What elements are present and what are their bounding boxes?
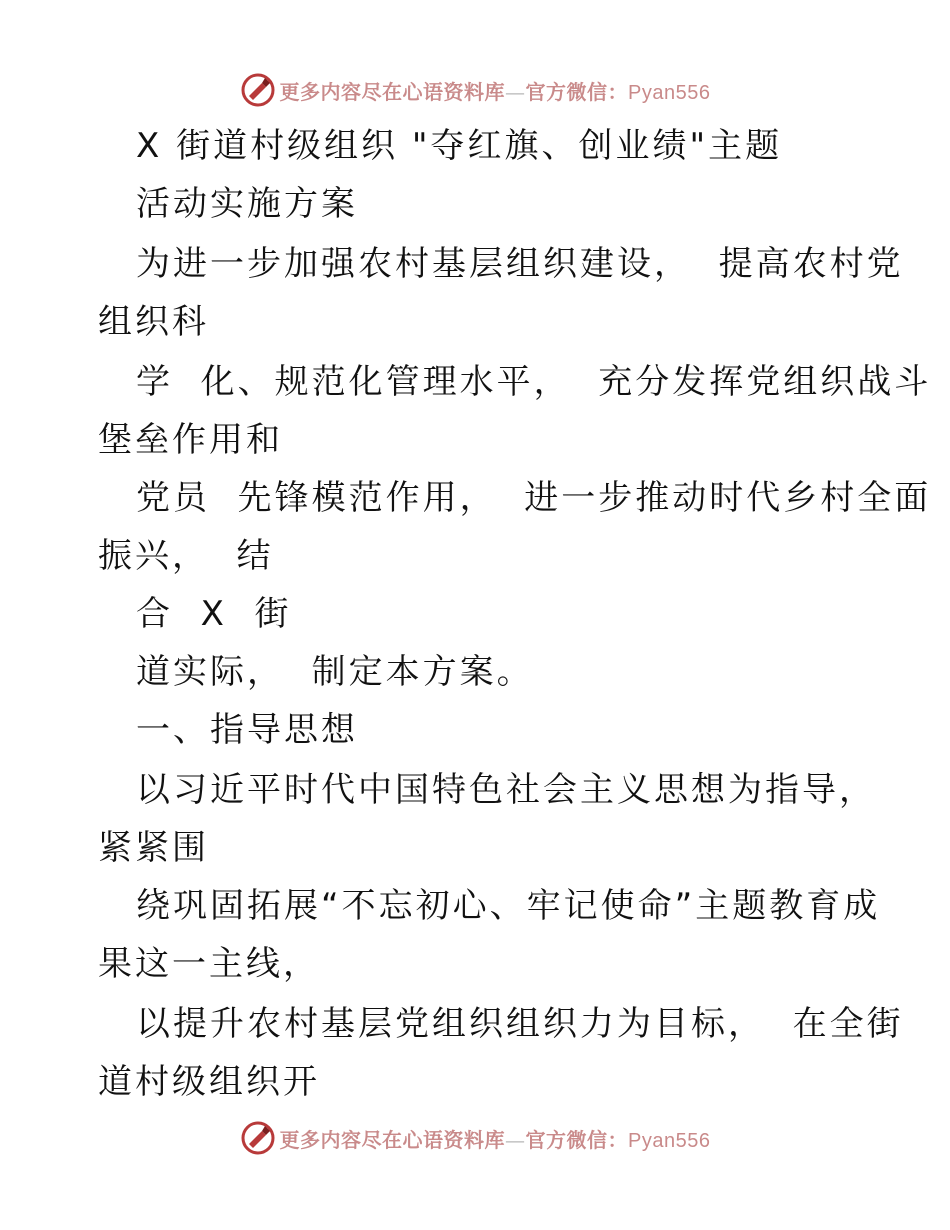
paragraph-line: 堡垒作用和 bbox=[98, 420, 283, 460]
header-wechat-id: Pyan556 bbox=[628, 81, 711, 104]
footer-banner-text bbox=[280, 1124, 711, 1153]
paragraph-line: 党员 先锋模范作用， 进一步推动时代乡村全面 bbox=[136, 478, 932, 518]
paragraph-line: 组织科 bbox=[98, 302, 209, 342]
header-banner-text bbox=[280, 76, 711, 105]
paragraph-line: 道村级组织开 bbox=[98, 1062, 320, 1102]
paragraph-line: 紧紧围 bbox=[98, 828, 209, 868]
paragraph-line: 道实际， 制定本方案。 bbox=[136, 652, 534, 692]
header-separator: — bbox=[505, 79, 526, 104]
paragraph-line: 为进一步加强农村基层组织建设， 提高农村党 bbox=[136, 244, 904, 284]
paragraph-line: 合 X 街 bbox=[136, 594, 292, 634]
title-line-2: 活动实施方案 bbox=[136, 184, 358, 224]
header-wechat-label: 官方微信： bbox=[525, 79, 629, 104]
footer-wechat-id: Pyan556 bbox=[628, 1129, 711, 1152]
paragraph-line: 果这一主线， bbox=[98, 944, 320, 984]
title-line-1: X 街道村级组织 "夺红旗、创业绩"主题 bbox=[136, 126, 783, 166]
paragraph-line: 以提升农村基层党组织组织力为目标， 在全街 bbox=[136, 1004, 904, 1044]
footer-separator: — bbox=[505, 1127, 526, 1152]
header-brand: 更多内容尽在心语资料库 bbox=[279, 79, 506, 104]
paragraph-line: 振兴， 结 bbox=[98, 536, 274, 576]
header-banner bbox=[0, 72, 950, 108]
paragraph-line: 学 化、规范化管理水平， 充分发挥党组织战斗 bbox=[136, 362, 932, 402]
section-heading: 一、指导思想 bbox=[136, 710, 358, 750]
paragraph-line: 以习近平时代中国特色社会主义思想为指导， bbox=[136, 770, 876, 810]
paragraph-line: 绕巩固拓展“不忘初心、牢记使命”主题教育成 bbox=[136, 886, 881, 926]
footer-wechat-label: 官方微信： bbox=[525, 1127, 629, 1152]
footer-banner bbox=[0, 1120, 950, 1156]
brand-logo-icon bbox=[240, 72, 276, 108]
brand-logo-icon bbox=[240, 1120, 276, 1156]
footer-brand: 更多内容尽在心语资料库 bbox=[279, 1127, 506, 1152]
